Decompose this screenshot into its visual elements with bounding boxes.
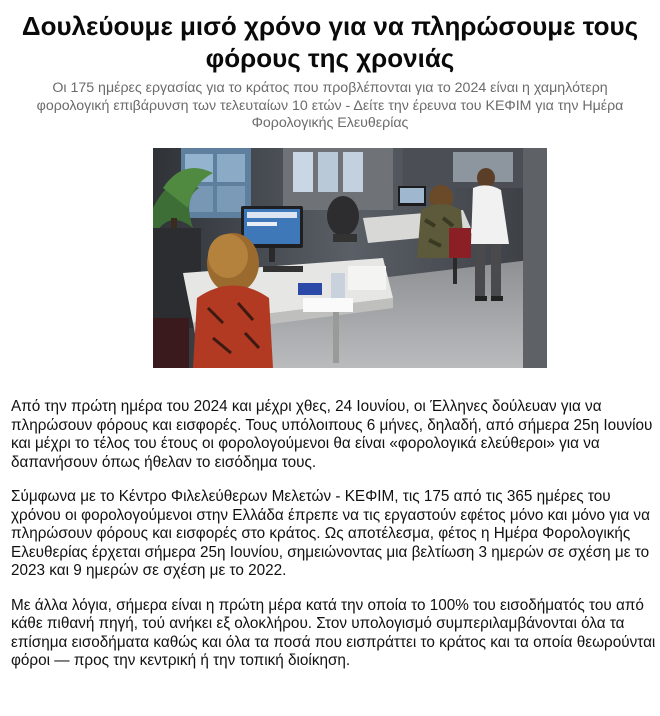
article-body	[11, 398, 656, 687]
article-paragraph: Με άλλα λόγια, σήμερα είναι η πρώτη μέρα κατά την οποία το 100% του εισοδήματός του από κάθε πιθανή πηγή, τού ανήκει εξ ολοκλήρου. Στον υπολογισμό συμπεριλαμβάνονται όλα τα επίσημα εισοδήματα καθώς και όλα τα ποσά που εισπράττει το κράτος και τα οποία θεωρούνται φόροι — προς την κεντρική ή την τοπική διοίκηση.	[11, 596, 656, 669]
article-image	[153, 148, 547, 368]
article-paragraph: Σύμφωνα με το Κέντρο Φιλελεύθερων Μελετών - ΚΕΦΙΜ, τις 175 από τις 365 ημέρες του χρόνου οι φορολογούμενοι στην Ελλάδα έπρεπε να τις εργαστούν εφέτος μόνο και μόνο για να πληρώσουν φόρους και εισφορές στο κράτος. Ως αποτέλεσμα, φέτος η Ημέρα Φορολογικής Ελευθερίας έρχεται σήμερα 25η Ιουνίου, σημειώνοντας μια βελτίωση 3 ημερών σε σχέση με το 2023 και 9 ημερών σε σχέση με το 2022.	[11, 488, 650, 579]
article-subtitle: Οι 175 ημέρες εργασίας για το κράτος που προβλέπονται για το 2024 είναι η χαμηλότερη φορολογική επιβάρυνση των τελευταίων 10 ετών - Δείτε την έρευνα του ΚΕΦΙΜ για την Ημέρα Φορολογικής Ελευθερίας	[36, 80, 624, 131]
article-paragraph: Από την πρώτη ημέρα του 2024 και μέχρι χθες, 24 Ιουνίου, οι Έλληνες δούλευαν για να πληρώσουν φόρους και εισφορές. Τους υπόλοιπους 6 μήνες, δηλαδή, από σήμερα 25η Ιουνίου και μέχρι το τέλος του έτους οι φορολογούμενοι θα είναι «φορολογικά ελεύθεροι» για να δαπανήσουν όπως ήθελαν το εισόδημα τους.	[11, 398, 653, 471]
office-photo	[153, 148, 547, 368]
article-title: Δουλεύουμε μισό χρόνο για να πληρώσουμε τους φόρους της χρονιάς	[21, 11, 639, 73]
